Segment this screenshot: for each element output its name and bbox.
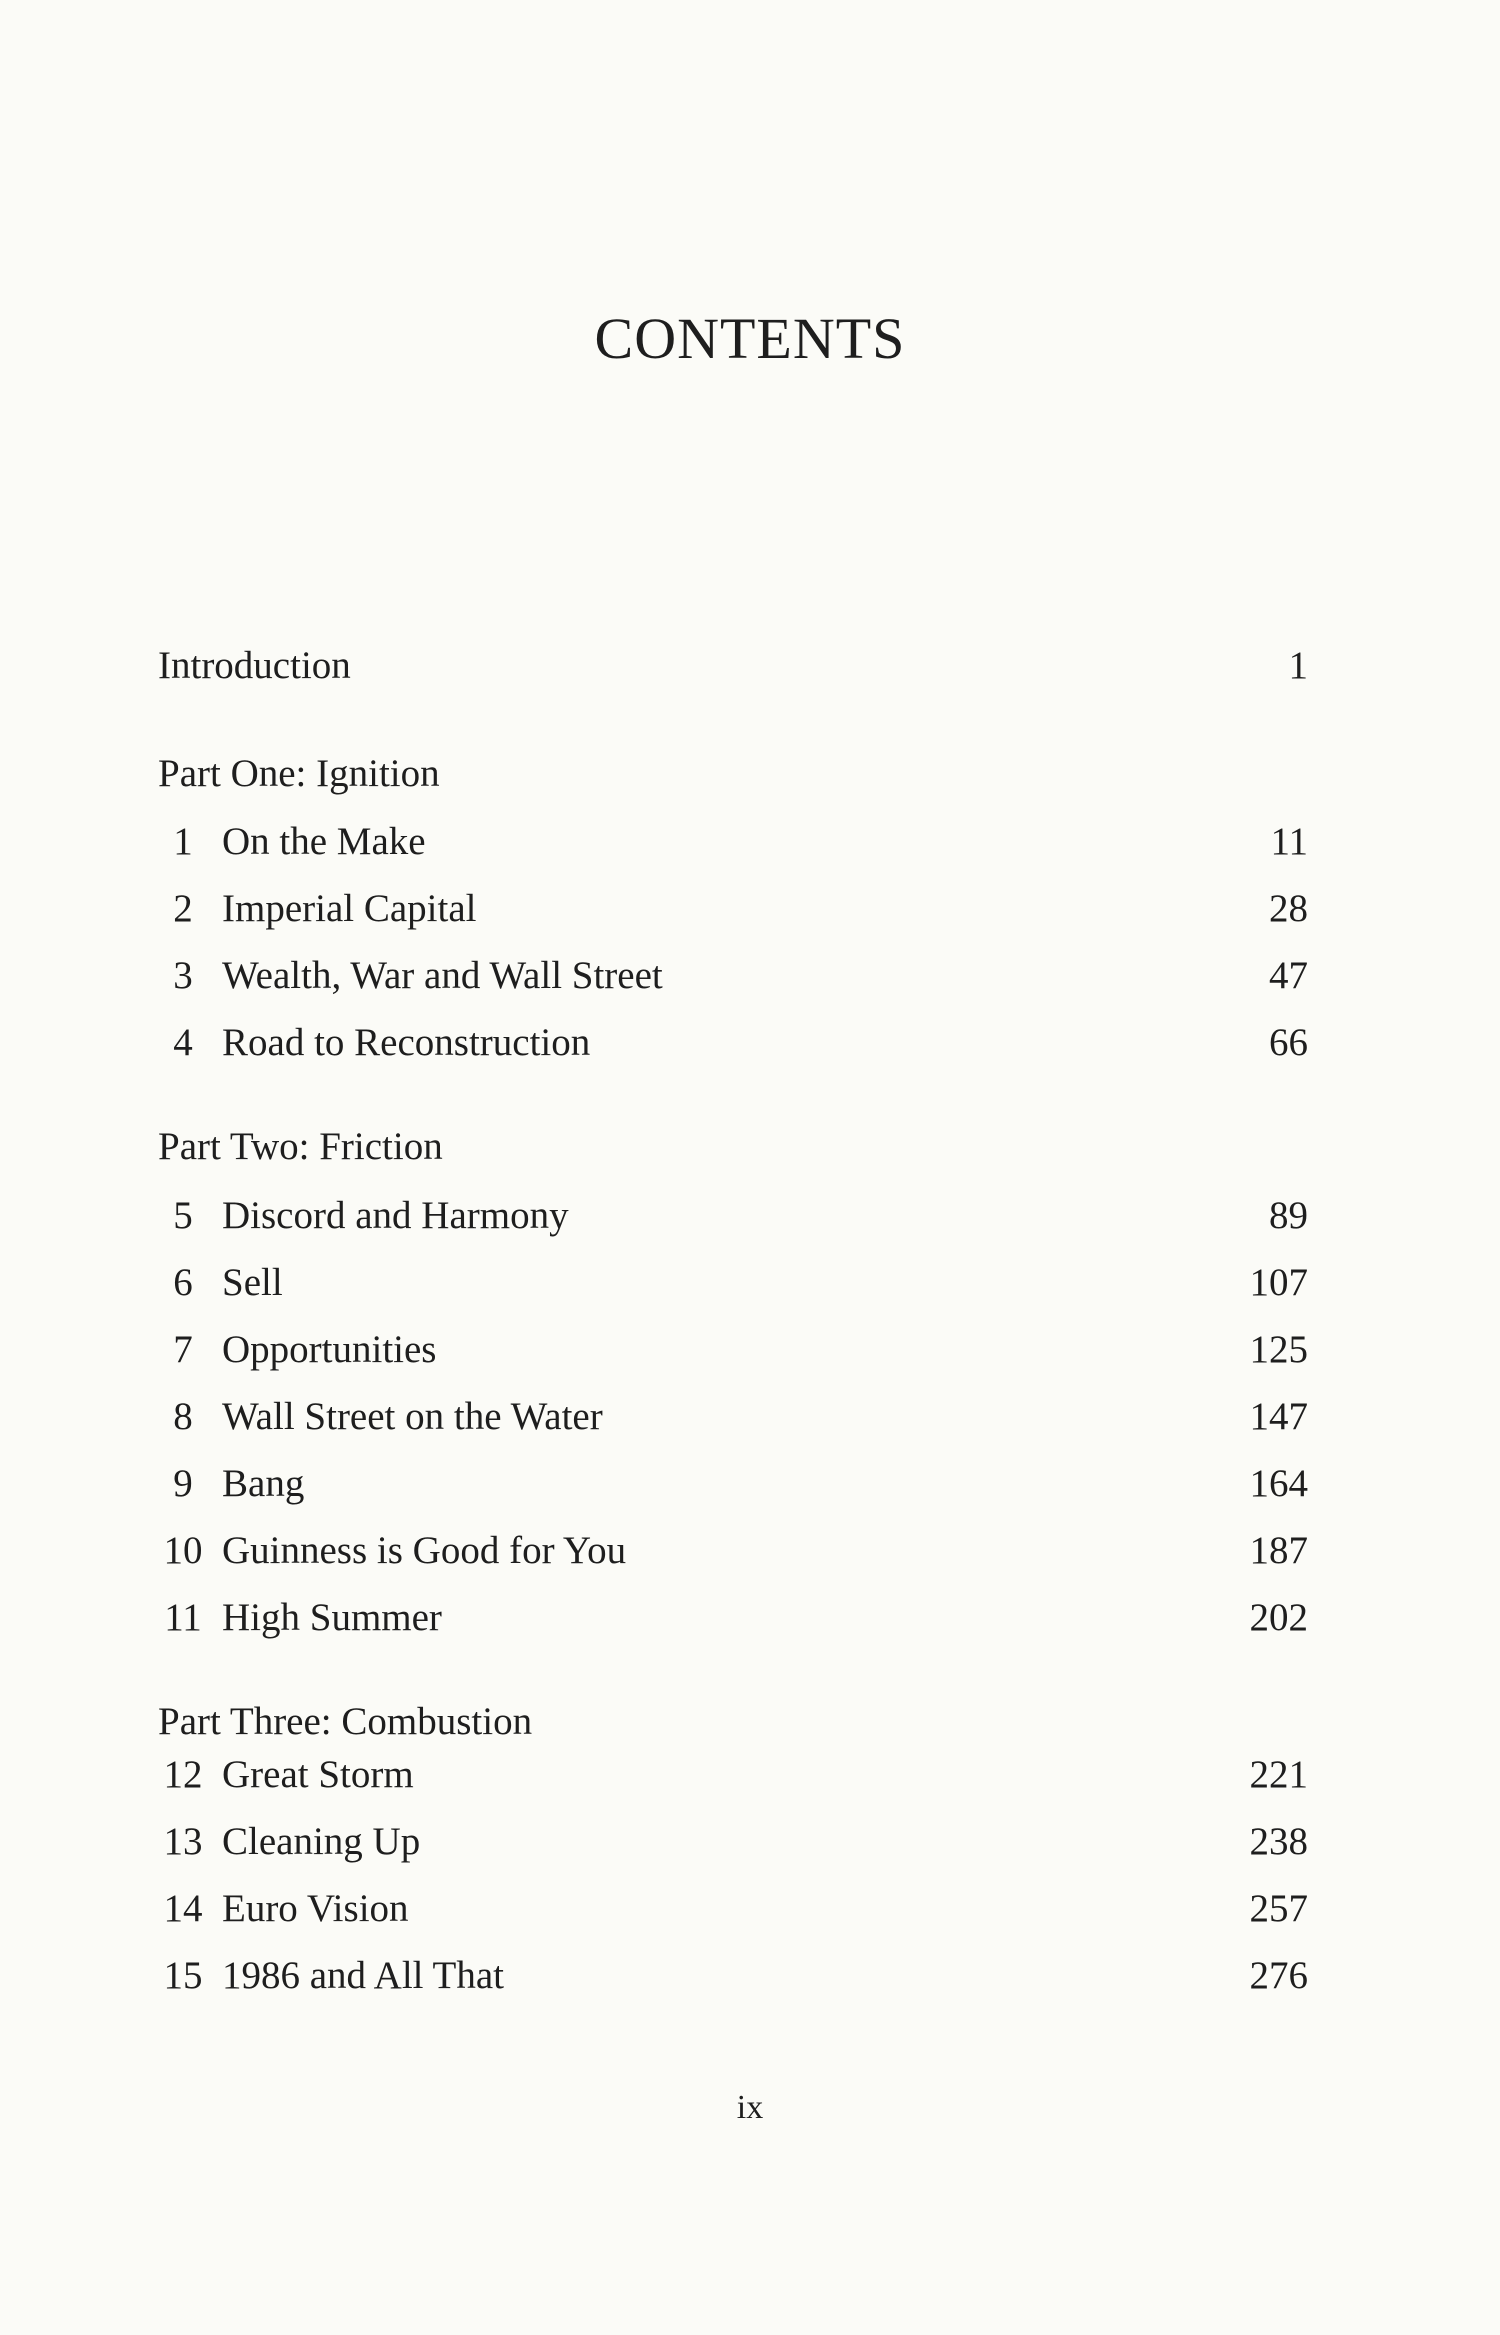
entry-page-number: 89	[1269, 1194, 1308, 1237]
entry-page-number: 47	[1269, 954, 1308, 997]
toc-entry	[158, 1255, 1308, 1311]
chapter-title: On the Make	[222, 820, 426, 863]
entry-page-number: 107	[1249, 1261, 1308, 1304]
chapter-number: 4	[173, 1021, 193, 1064]
chapter-title: Discord and Harmony	[222, 1194, 569, 1237]
chapter-number: 12	[163, 1753, 203, 1796]
entry-page-number: 28	[1269, 887, 1308, 930]
part-heading	[158, 1119, 1308, 1175]
entry-page-number: 257	[1249, 1887, 1308, 1930]
chapter-number: 10	[163, 1529, 203, 1572]
chapter-title: High Summer	[222, 1596, 442, 1639]
toc-entry	[158, 1322, 1308, 1378]
chapter-title: Great Storm	[222, 1753, 414, 1796]
part-title: Part Two: Friction	[158, 1125, 443, 1168]
page-title: CONTENTS	[594, 306, 906, 371]
toc-entry-introduction	[158, 638, 1308, 694]
chapter-title: Cleaning Up	[222, 1820, 421, 1863]
entry-page-number: 125	[1249, 1328, 1308, 1371]
toc-entry	[158, 814, 1308, 870]
entry-page-number: 187	[1249, 1529, 1308, 1572]
toc-entry	[158, 881, 1308, 937]
chapter-number: 5	[173, 1194, 193, 1237]
chapter-title: Sell	[222, 1261, 283, 1304]
entry-page-number: 66	[1269, 1021, 1308, 1064]
chapter-number: 8	[173, 1395, 193, 1438]
chapter-number: 3	[173, 954, 193, 997]
entry-page-number: 1	[1288, 644, 1308, 687]
entry-page-number: 164	[1249, 1462, 1308, 1505]
chapter-title: Bang	[222, 1462, 305, 1505]
chapter-title: Road to Reconstruction	[222, 1021, 591, 1064]
toc-entry	[158, 1188, 1308, 1244]
chapter-title: 1986 and All That	[222, 1954, 505, 1997]
entry-page-number: 276	[1249, 1954, 1308, 1997]
toc-entry	[158, 1948, 1308, 2004]
chapter-number: 15	[163, 1954, 203, 1997]
entry-page-number: 221	[1249, 1753, 1308, 1796]
part-title: Part One: Ignition	[158, 752, 440, 795]
chapter-number: 11	[164, 1596, 202, 1639]
toc-entry	[158, 1456, 1308, 1512]
toc-entry	[158, 1389, 1308, 1445]
chapter-title: Guinness is Good for You	[222, 1529, 627, 1572]
toc-entry	[158, 1590, 1308, 1646]
part-heading	[158, 1694, 1308, 1750]
chapter-number: 9	[173, 1462, 193, 1505]
chapter-number: 1	[173, 820, 193, 863]
entry-page-number: 147	[1249, 1395, 1308, 1438]
toc-entry	[158, 1814, 1308, 1870]
toc-entry	[158, 1881, 1308, 1937]
entry-title: Introduction	[158, 644, 351, 687]
chapter-title: Opportunities	[222, 1328, 437, 1371]
toc-entry	[158, 1747, 1308, 1803]
entry-page-number: 238	[1249, 1820, 1308, 1863]
chapter-number: 13	[163, 1820, 203, 1863]
toc-entry	[158, 948, 1308, 1004]
chapter-number: 6	[173, 1261, 193, 1304]
chapter-number: 7	[173, 1328, 193, 1371]
toc-entry	[158, 1015, 1308, 1071]
part-heading	[158, 746, 1308, 802]
chapter-title: Imperial Capital	[222, 887, 477, 930]
chapter-title: Wealth, War and Wall Street	[222, 954, 663, 997]
part-title: Part Three: Combustion	[158, 1700, 533, 1743]
toc-entry	[158, 1523, 1308, 1579]
page-folio: ix	[736, 2089, 764, 2126]
chapter-title: Euro Vision	[222, 1887, 409, 1930]
entry-page-number: 202	[1249, 1596, 1308, 1639]
chapter-number: 14	[163, 1887, 203, 1930]
chapter-title: Wall Street on the Water	[222, 1395, 603, 1438]
chapter-number: 2	[173, 887, 193, 930]
entry-page-number: 11	[1270, 820, 1308, 863]
